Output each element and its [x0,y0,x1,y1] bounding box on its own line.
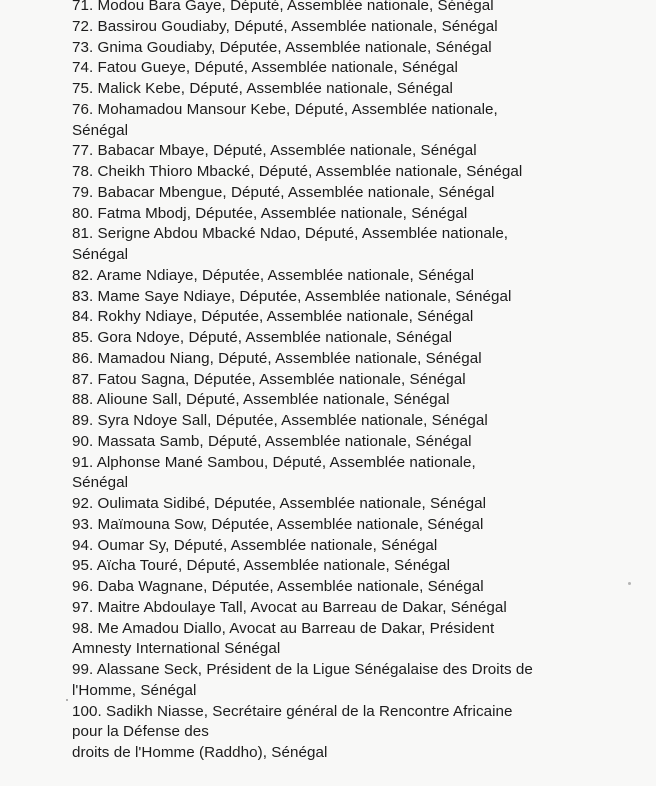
list-line: 89. Syra Ndoye Sall, Députée, Assemblée nationale, Sénégal [72,412,488,429]
list-line: 98. Me Amadou Diallo, Avocat au Barreau de Dakar, Président [72,619,495,637]
list-line: 94. Oumar Sy, Député, Assemblée nationale, Sénégal [72,536,438,554]
list-line: pour la Défense des [72,723,209,741]
list-line: 95. Aïcha Touré, Député, Assemblée nationale, Sénégal [72,557,451,575]
list-line: 93. Maïmouna Sow, Députée, Assemblée nationale, Sénégal [72,515,484,533]
list-line: 88. Alioune Sall, Député, Assemblée nationale, Sénégal [72,391,450,409]
list-line: l'Homme, Sénégal [72,681,197,699]
list-line: 71. Modou Bara Gaye, Député, Assemblée nationale, Sénégal [72,0,494,14]
list-line: 74. Fatou Gueye, Député, Assemblée nationale, Sénégal [72,59,458,77]
list-line: 75. Malick Kebe, Député, Assemblée nationale, Sénégal [72,80,453,97]
list-line: 84. Rokhy Ndiaye, Députée, Assemblée nationale, Sénégal [72,308,474,326]
list-line: 86. Mamadou Niang, Député, Assemblée nationale, Sénégal [72,349,482,367]
scan-speck [628,582,631,585]
list-line: 82. Arame Ndiaye, Députée, Assemblée nationale, Sénégal [72,266,475,284]
list-line: 78. Cheikh Thioro Mbacké, Député, Assemblée nationale, Sénégal [72,163,523,180]
list-line: 80. Fatma Mbodj, Députée, Assemblée nationale, Sénégal [72,204,468,222]
list-line: 100. Sadikh Niasse, Secrétaire général de la Rencontre Africaine [72,702,513,720]
list-line: 99. Alassane Seck, Président de la Ligue Sénégalaise des Droits de [72,661,533,678]
list-line: Sénégal [72,121,129,139]
list-line: 83. Mame Saye Ndiaye, Députée, Assemblée nationale, Sénégal [72,287,512,305]
list-line: 85. Gora Ndoye, Député, Assemblée nationale, Sénégal [72,329,453,346]
list-line: 87. Fatou Sagna, Députée, Assemblée nationale, Sénégal [72,370,466,388]
list-line: 91. Alphonse Mané Sambou, Député, Assemblée nationale, [72,453,476,471]
list-line: 76. Mohamadou Mansour Kebe, Député, Assemblée nationale, [72,100,498,118]
list-line: 81. Serigne Abdou Mbacké Ndao, Député, Assemblée nationale, [72,225,509,243]
scan-speck [66,699,68,701]
list-line: 92. Oulimata Sidibé, Députée, Assemblée nationale, Sénégal [72,495,487,512]
list-line: Sénégal [72,246,129,263]
list-line: 79. Babacar Mbengue, Député, Assemblée nationale, Sénégal [72,183,495,201]
list-line: 90. Massata Samb, Député, Assemblée nationale, Sénégal [72,432,472,450]
list-line: 72. Bassirou Goudiaby, Député, Assemblée nationale, Sénégal [72,17,498,35]
list-line: 77. Babacar Mbaye, Député, Assemblée nationale, Sénégal [72,142,477,160]
list-line: Amnesty International Sénégal [72,640,281,658]
list-line: 73. Gnima Goudiaby, Députée, Assemblée nationale, Sénégal [72,38,492,56]
list-line: 97. Maitre Abdoulaye Tall, Avocat au Barreau de Dakar, Sénégal [72,598,507,616]
signatory-list [72,0,632,764]
list-line: Sénégal [72,474,129,492]
list-line: droits de l'Homme (Raddho), Sénégal [72,744,328,761]
list-line: 96. Daba Wagnane, Députée, Assemblée nationale, Sénégal [72,578,484,595]
